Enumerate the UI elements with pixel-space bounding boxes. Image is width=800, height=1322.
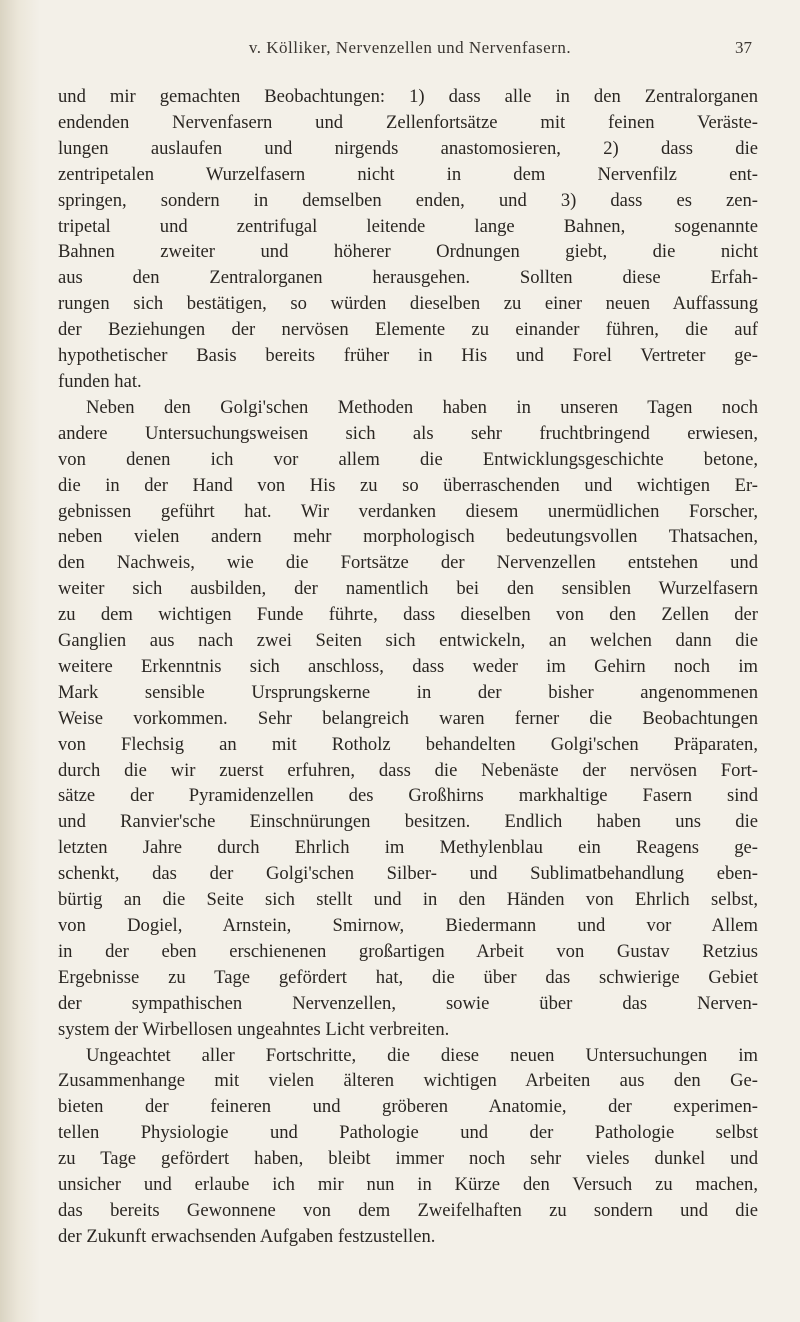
text-line: zentripetalen Wurzelfasern nicht in dem Nervenfilz ent- [58, 163, 758, 185]
text-line: andere Untersuchungsweisen sich als sehr fruchtbringend erwiesen, [58, 422, 758, 444]
text-line: von Dogiel, Arnstein, Smirnow, Biedermann und vor Allem [58, 915, 758, 936]
text-line: durch die wir zuerst erfuhren, dass die Nebenäste der nervösen Fort- [58, 759, 758, 781]
text-line: Mark sensible Ursprungskerne in der bisher angenommenen [58, 681, 758, 703]
page-number: 37 [735, 38, 752, 57]
text-line: tellen Physiologie und Pathologie und der Pathologie selbst [58, 1122, 758, 1144]
text-line: zu Tage gefördert haben, bleibt immer noch sehr vieles dunkel und [58, 1148, 758, 1170]
text-line: Bahnen zweiter und höherer Ordnungen giebt, die nicht [58, 241, 758, 263]
running-head: v. Kölliker, Nervenzellen und Nervenfasern. [248, 38, 572, 57]
text-line: Weise vorkommen. Sehr belangreich waren ferner die Beobachtungen [58, 707, 758, 729]
text-line: hypothetischer Basis bereits früher in His und Forel Vertreter ge- [58, 345, 758, 367]
body-text [58, 84, 758, 1250]
text-line: zu dem wichtigen Funde führte, dass dieselben von den Zellen der [58, 604, 758, 626]
text-line: schenkt, das der Golgi'schen Silber- und Sublimatbehandlung eben- [58, 863, 758, 885]
text-line: und mir gemachten Beobachtungen: 1) dass alle in den Zentralorganen [58, 86, 758, 107]
text-line: weitere Erkenntnis sich anschloss, dass weder im Gehirn noch im [58, 655, 758, 677]
text-line: Ganglien aus nach zwei Seiten sich entwickeln, an welchen dann die [58, 630, 758, 652]
text-line: bieten der feineren und gröberen Anatomie, der experimen- [58, 1096, 758, 1118]
text-line: sätze der Pyramidenzellen des Großhirns markhaltige Fasern sind [58, 785, 758, 807]
text-line: Ungeachtet aller Fortschritte, die diese neuen Untersuchungen im [86, 1044, 758, 1066]
text-line: von denen ich vor allem die Entwicklungsgeschichte betone, [58, 448, 758, 470]
text-line: in der eben erschienenen großartigen Arbeit von Gustav Retzius [58, 940, 758, 962]
text-line: Zusammenhange mit vielen älteren wichtigen Arbeiten aus den Ge- [58, 1070, 758, 1092]
text-line: die in der Hand von His zu so überraschenden und wichtigen Er- [58, 474, 758, 496]
text-line: der Beziehungen der nervösen Elemente zu einander führen, die auf [58, 319, 758, 341]
text-line: das bereits Gewonnene von dem Zweifelhaften zu sondern und die [58, 1199, 758, 1221]
page-edge-shadow [0, 0, 40, 1322]
text-line: letzten Jahre durch Ehrlich im Methylenblau ein Reagens ge- [58, 837, 758, 859]
text-line: der Zukunft erwachsenden Aufgaben festzustellen. [58, 1225, 436, 1247]
text-line: lungen auslaufen und nirgends anastomosieren, 2) dass die [58, 137, 758, 159]
text-line: aus den Zentralorganen herausgehen. Sollten diese Erfah- [58, 267, 758, 289]
text-line: funden hat. [58, 370, 142, 392]
text-line: Neben den Golgi'schen Methoden haben in unseren Tagen noch [86, 396, 758, 418]
text-line: bürtig an die Seite sich stellt und in den Händen von Ehrlich selbst, [58, 889, 758, 911]
text-line: neben vielen andern mehr morphologisch bedeutungsvollen Thatsachen, [58, 526, 758, 548]
text-line: endenden Nervenfasern und Zellenfortsätze mit feinen Veräste- [58, 111, 758, 133]
text-line: rungen sich bestätigen, so würden dieselben zu einer neuen Auffassung [58, 293, 758, 315]
text-line: unsicher und erlaube ich mir nun in Kürze den Versuch zu machen, [58, 1174, 758, 1196]
text-line: den Nachweis, wie die Fortsätze der Nervenzellen entstehen und [58, 552, 758, 574]
text-line: der sympathischen Nervenzellen, sowie über das Nerven- [58, 992, 758, 1014]
text-line: und Ranvier'sche Einschnürungen besitzen. Endlich haben uns die [58, 811, 758, 833]
text-line: Ergebnisse zu Tage gefördert hat, die über das schwierige Gebiet [58, 966, 758, 988]
text-line: system der Wirbellosen ungeahntes Licht verbreiten. [58, 1018, 450, 1040]
text-line: tripetal und zentrifugal leitende lange Bahnen, sogenannte [58, 215, 758, 237]
text-line: springen, sondern in demselben enden, und 3) dass es zen- [58, 189, 758, 211]
text-line: weiter sich ausbilden, der namentlich bei den sensiblen Wurzelfasern [58, 578, 758, 600]
text-line: von Flechsig an mit Rotholz behandelten Golgi'schen Präparaten, [58, 733, 758, 755]
text-line: gebnissen geführt hat. Wir verdanken diesem unermüdlichen Forscher, [58, 500, 758, 522]
